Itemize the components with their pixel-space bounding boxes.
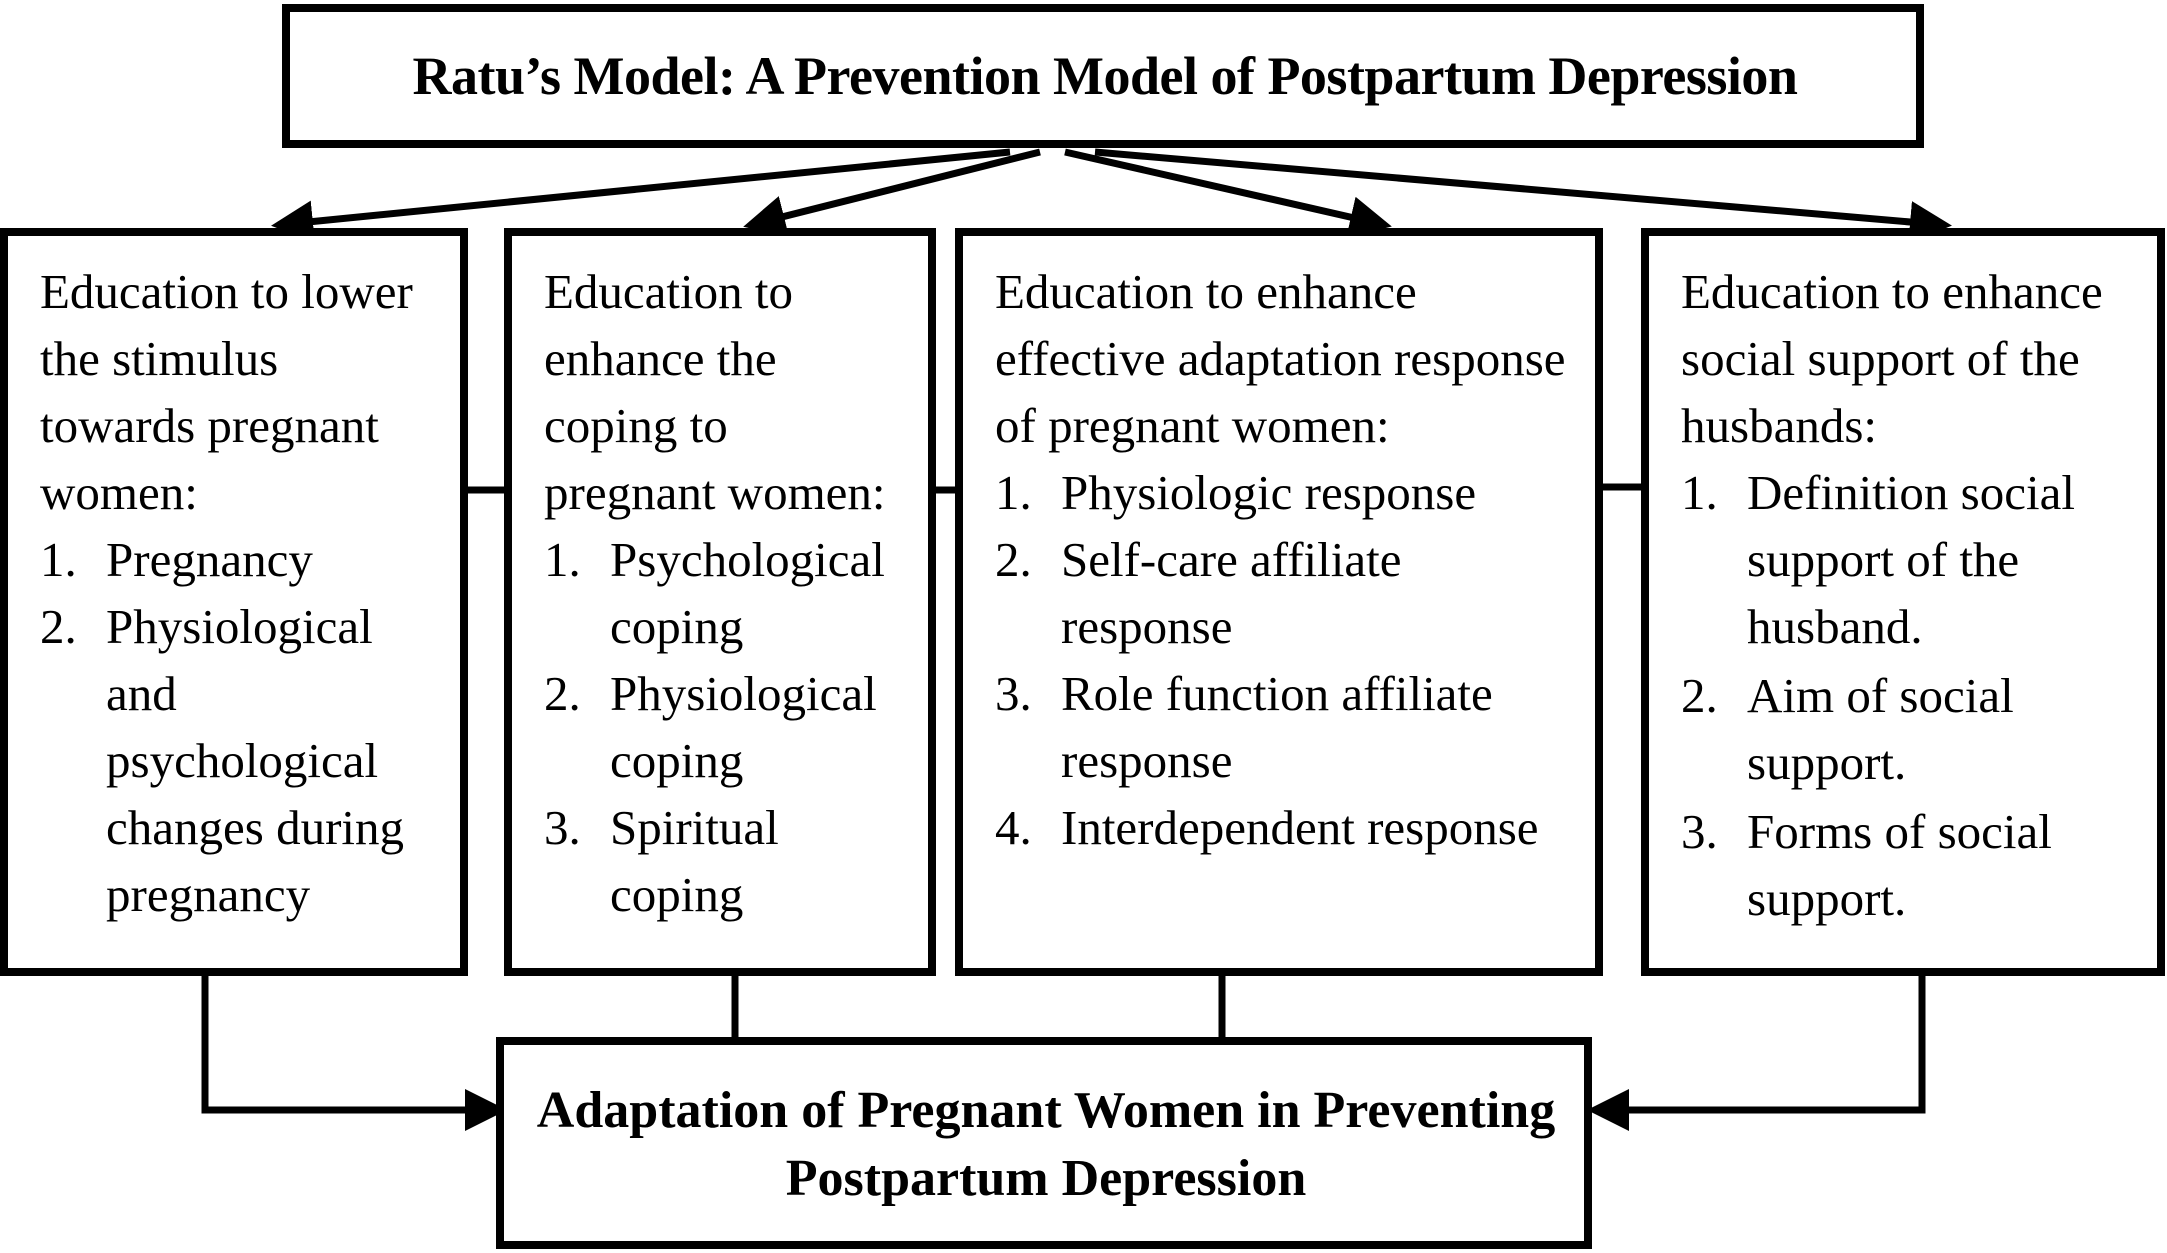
column-heading: Education to enhance the coping to pregnant women: — [544, 264, 886, 520]
list-item — [40, 593, 464, 928]
list-item — [40, 526, 464, 593]
item-text: Psychological coping — [610, 532, 885, 654]
item-text: Definition social support of the husband. — [1747, 465, 2075, 654]
list-item — [995, 794, 1599, 861]
item-text: Spiritual coping — [610, 800, 779, 922]
column-heading: Education to lower the stimulus towards pregnant women: — [40, 264, 413, 520]
education-coping-box — [512, 236, 932, 968]
list-item — [995, 459, 1599, 526]
item-number: 2. — [1681, 668, 1718, 723]
column-heading: Education to enhance effective adaptation response of pregnant women: — [995, 264, 1566, 453]
list-item — [1681, 459, 2161, 660]
item-text: Physiologic response — [1061, 465, 1477, 520]
item-number: 1. — [40, 532, 77, 587]
item-text: Aim of social support. — [1747, 668, 2014, 790]
item-number: 1. — [544, 532, 581, 587]
item-text: Physiological coping — [610, 666, 877, 788]
column-heading: Education to enhance social support of the husbands: — [1681, 264, 2103, 453]
list-item — [995, 660, 1599, 794]
item-number: 3. — [544, 800, 581, 855]
list-item — [995, 526, 1599, 660]
list-item — [1681, 798, 2161, 932]
outcome-box: Adaptation of Pregnant Women in Preventing Postpartum Depression — [536, 1082, 1556, 1207]
arrow-col-1-to-outcome — [205, 972, 500, 1110]
item-list — [40, 526, 464, 928]
arrow-col-4-to-outcome — [1594, 972, 1922, 1110]
item-number: 1. — [1681, 465, 1718, 520]
education-adaptation-box — [963, 236, 1599, 968]
item-number: 2. — [40, 599, 77, 654]
item-text: Physiological and psychological changes during pregnancy — [106, 599, 404, 922]
item-list — [544, 526, 932, 928]
item-number: 1. — [995, 465, 1032, 520]
item-number: 3. — [1681, 804, 1718, 859]
item-number: 2. — [995, 532, 1032, 587]
item-text: Self-care affiliate response — [1061, 532, 1402, 654]
item-number: 4. — [995, 800, 1032, 855]
education-social-support-box — [1649, 236, 2161, 968]
list-item — [544, 794, 932, 928]
item-text: Role function affiliate response — [1061, 666, 1493, 788]
item-text: Interdependent response — [1061, 800, 1539, 855]
item-text: Pregnancy — [106, 532, 313, 587]
model-title: Ratu’s Model: A Prevention Model of Postpartum Depression — [412, 46, 1798, 106]
list-item — [544, 660, 932, 794]
item-list — [995, 459, 1599, 861]
item-text: Forms of social support. — [1747, 804, 2052, 926]
item-number: 3. — [995, 666, 1032, 721]
list-item — [1681, 662, 2161, 796]
list-item — [544, 526, 932, 660]
item-list — [1681, 459, 2161, 932]
item-number: 2. — [544, 666, 581, 721]
education-stimulus-box — [8, 236, 464, 968]
